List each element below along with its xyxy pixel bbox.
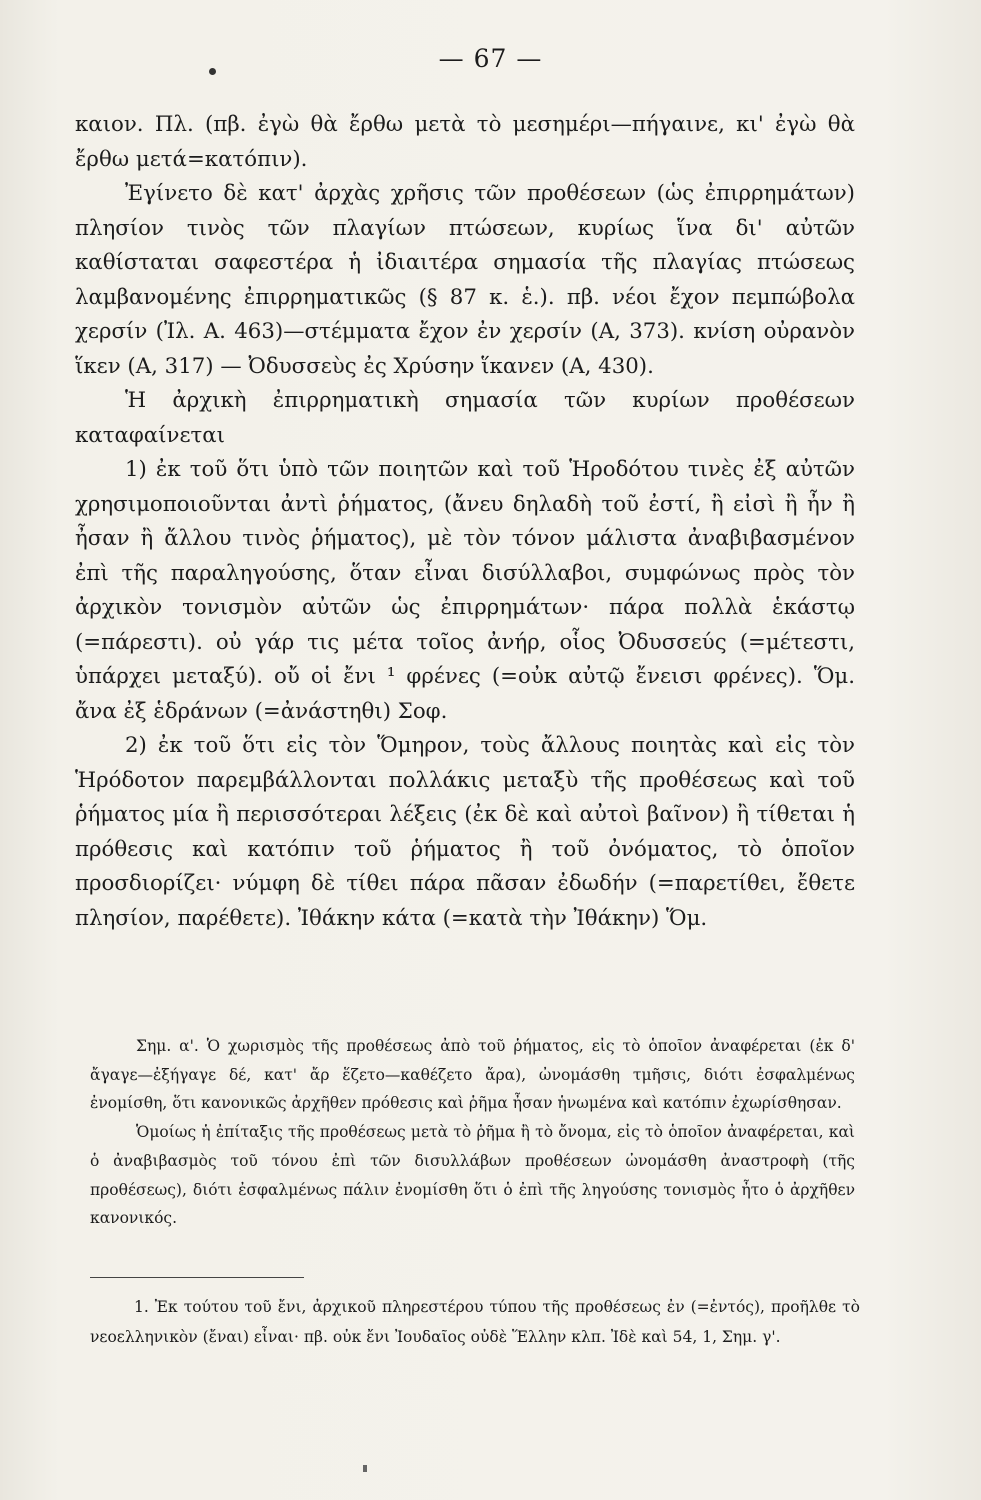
- footnote-1: 1. Ἐκ τούτου τοῦ ἔνι, ἀρχικοῦ πληρεστέρου τύπου τῆς προθέσεως ἐν (=ἐντός), προῆλθε τὸ νεοελληνικὸν (ἔναι) εἶναι· πβ. οὐκ ἔνι Ἰουδαῖος οὐδὲ Ἕλλην κλπ. Ἰδὲ καὶ 54, 1, Σημ. γ'.: [90, 1298, 860, 1346]
- paragraph-prepositions-origin: Ἐγίνετο δὲ κατ' ἀρχὰς χρῆσις τῶν προθέσεων (ὡς ἐπιρρημάτων) πλησίον τινὸς τῶν πλαγίων πτώσεων, κυρίως ἵνα δι' αὐτῶν καθίσταται σαφεστέρα ἡ ἰδιαιτέρα σημασία τῆς πλαγίας πτώσεως λαμβανομένης ἐπιρρηματικῶς (§ 87 κ. ἑ.). πβ. νέοι ἔχον πεμπώβολα χερσίν (Ἰλ. Α. 463)—στέμματα ἔχον ἐν χερσίν (Α, 373). κνίση οὐρανὸν ἵκεν (Α, 317) — Ὀδυσσεὺς ἐς Χρύσην ἵκανεν (Α, 430).: [75, 181, 855, 379]
- remark-section: [90, 1032, 855, 1233]
- printer-dot: [209, 68, 216, 75]
- remark-tmesis: Σημ. α'. Ὁ χωρισμὸς τῆς προθέσεως ἀπὸ τοῦ ῥήματος, εἰς τὸ ὁποῖον ἀναφέρεται (ἐκ δ' ἄγαγε—ἐξήγαγε δέ, κατ' ἄρ ἕζετο—καθέζετο ἄρα), ὠνομάσθη τμῆσις, διότι ἐσφαλμένως ἐνομίσθη, ὅτι κανονικῶς ἀρχῆθεν πρόθεσις καὶ ῥῆμα ἦσαν ἡνωμένα καὶ κατόπιν ἐχωρίσθησαν.: [90, 1037, 855, 1113]
- page-number: — 67 —: [438, 44, 543, 73]
- paragraph-point-2: 2) ἐκ τοῦ ὅτι εἰς τὸν Ὅμηρον, τοὺς ἄλλους ποιητὰς καὶ εἰς τὸν Ἡρόδοτον παρεμβάλλονται πολλάκις μεταξὺ τῆς προθέσεως καὶ τοῦ ῥήματος μία ἢ περισσότεραι λέξεις (ἐκ δὲ καὶ αὐτοὶ βαῖνον) ἢ τίθεται ἡ πρόθεσις καὶ κατόπιν τοῦ ῥήματος ἢ τοῦ ὀνόματος, τὸ ὁποῖον προσδιορίζει· νύμφη δὲ τίθει πάρα πᾶσαν ἐδωδήν (=παρετίθει, ἔθετε πλησίον, παρέθετε). Ἰθάκην κάτα (=κατὰ τὴν Ἰθάκην) Ὅμ.: [75, 733, 855, 931]
- print-speck: [363, 1465, 367, 1472]
- paragraph-point-1: 1) ἐκ τοῦ ὅτι ὑπὸ τῶν ποιητῶν καὶ τοῦ Ἡροδότου τινὲς ἐξ αὐτῶν χρησιμοποιοῦνται ἀντὶ ῥήματος, (ἄνευ δηλαδὴ τοῦ ἐστί, ἢ εἰσὶ ἢ ἦν ἢ ἦσαν ἢ ἄλλου τινὸς ῥήματος), μὲ τὸν τόνον μάλιστα ἀναβιβασμένον ἐπὶ τῆς παραληγούσης, ὅταν εἶναι δισύλλαβοι, συμφώνως πρὸς τὸν ἀρχικὸν τονισμὸν αὐτῶν ὡς ἐπιρρημάτων· πάρα πολλὰ ἑκάστῳ (=πάρεστι). οὐ γάρ τις μέτα τοῖος ἀνήρ, οἷος Ὀδυσσεύς (=μέτεστι, ὑπάρχει μεταξύ). οὔ οἱ ἔνι ¹ φρένες (=οὐκ αὐτῷ ἔνεισι φρένες). Ὅμ. ἄνα ἐξ ἑδράνων (=ἀνάστηθι) Σοφ.: [75, 457, 855, 724]
- remark-anastrophe: Ὁμοίως ἡ ἐπίταξις τῆς προθέσεως μετὰ τὸ ῥῆμα ἢ τὸ ὄνομα, εἰς τὸ ὁποῖον ἀναφέρεται, καὶ ὁ ἀναβιβασμὸς τοῦ τόνου ἐπὶ τῶν δισυλλάβων προθέσεων ὠνομάσθη ἀναστροφὴ (τῆς προθέσεως), διότι ἐσφαλμένως πάλιν ἐνομίσθη ὅτι ὁ ἐπὶ τῆς ληγούσης τονισμὸς ἦτο ὁ ἀρχῆθεν κανονικός.: [90, 1123, 855, 1228]
- paragraph-continuation: καιον. Πλ. (πβ. ἐγὼ θὰ ἔρθω μετὰ τὸ μεσημέρι—πήγαινε, κι' ἐγὼ θὰ ἔρθω μετά=κατόπιν).: [75, 112, 855, 172]
- footnote-section: [90, 1292, 860, 1352]
- footnote-divider: [90, 1277, 304, 1278]
- paragraph-adverbial-meaning: Ἡ ἀρχικὴ ἐπιρρηματικὴ σημασία τῶν κυρίων προθέσεων καταφαίνεται: [75, 388, 855, 448]
- main-text: [75, 108, 855, 936]
